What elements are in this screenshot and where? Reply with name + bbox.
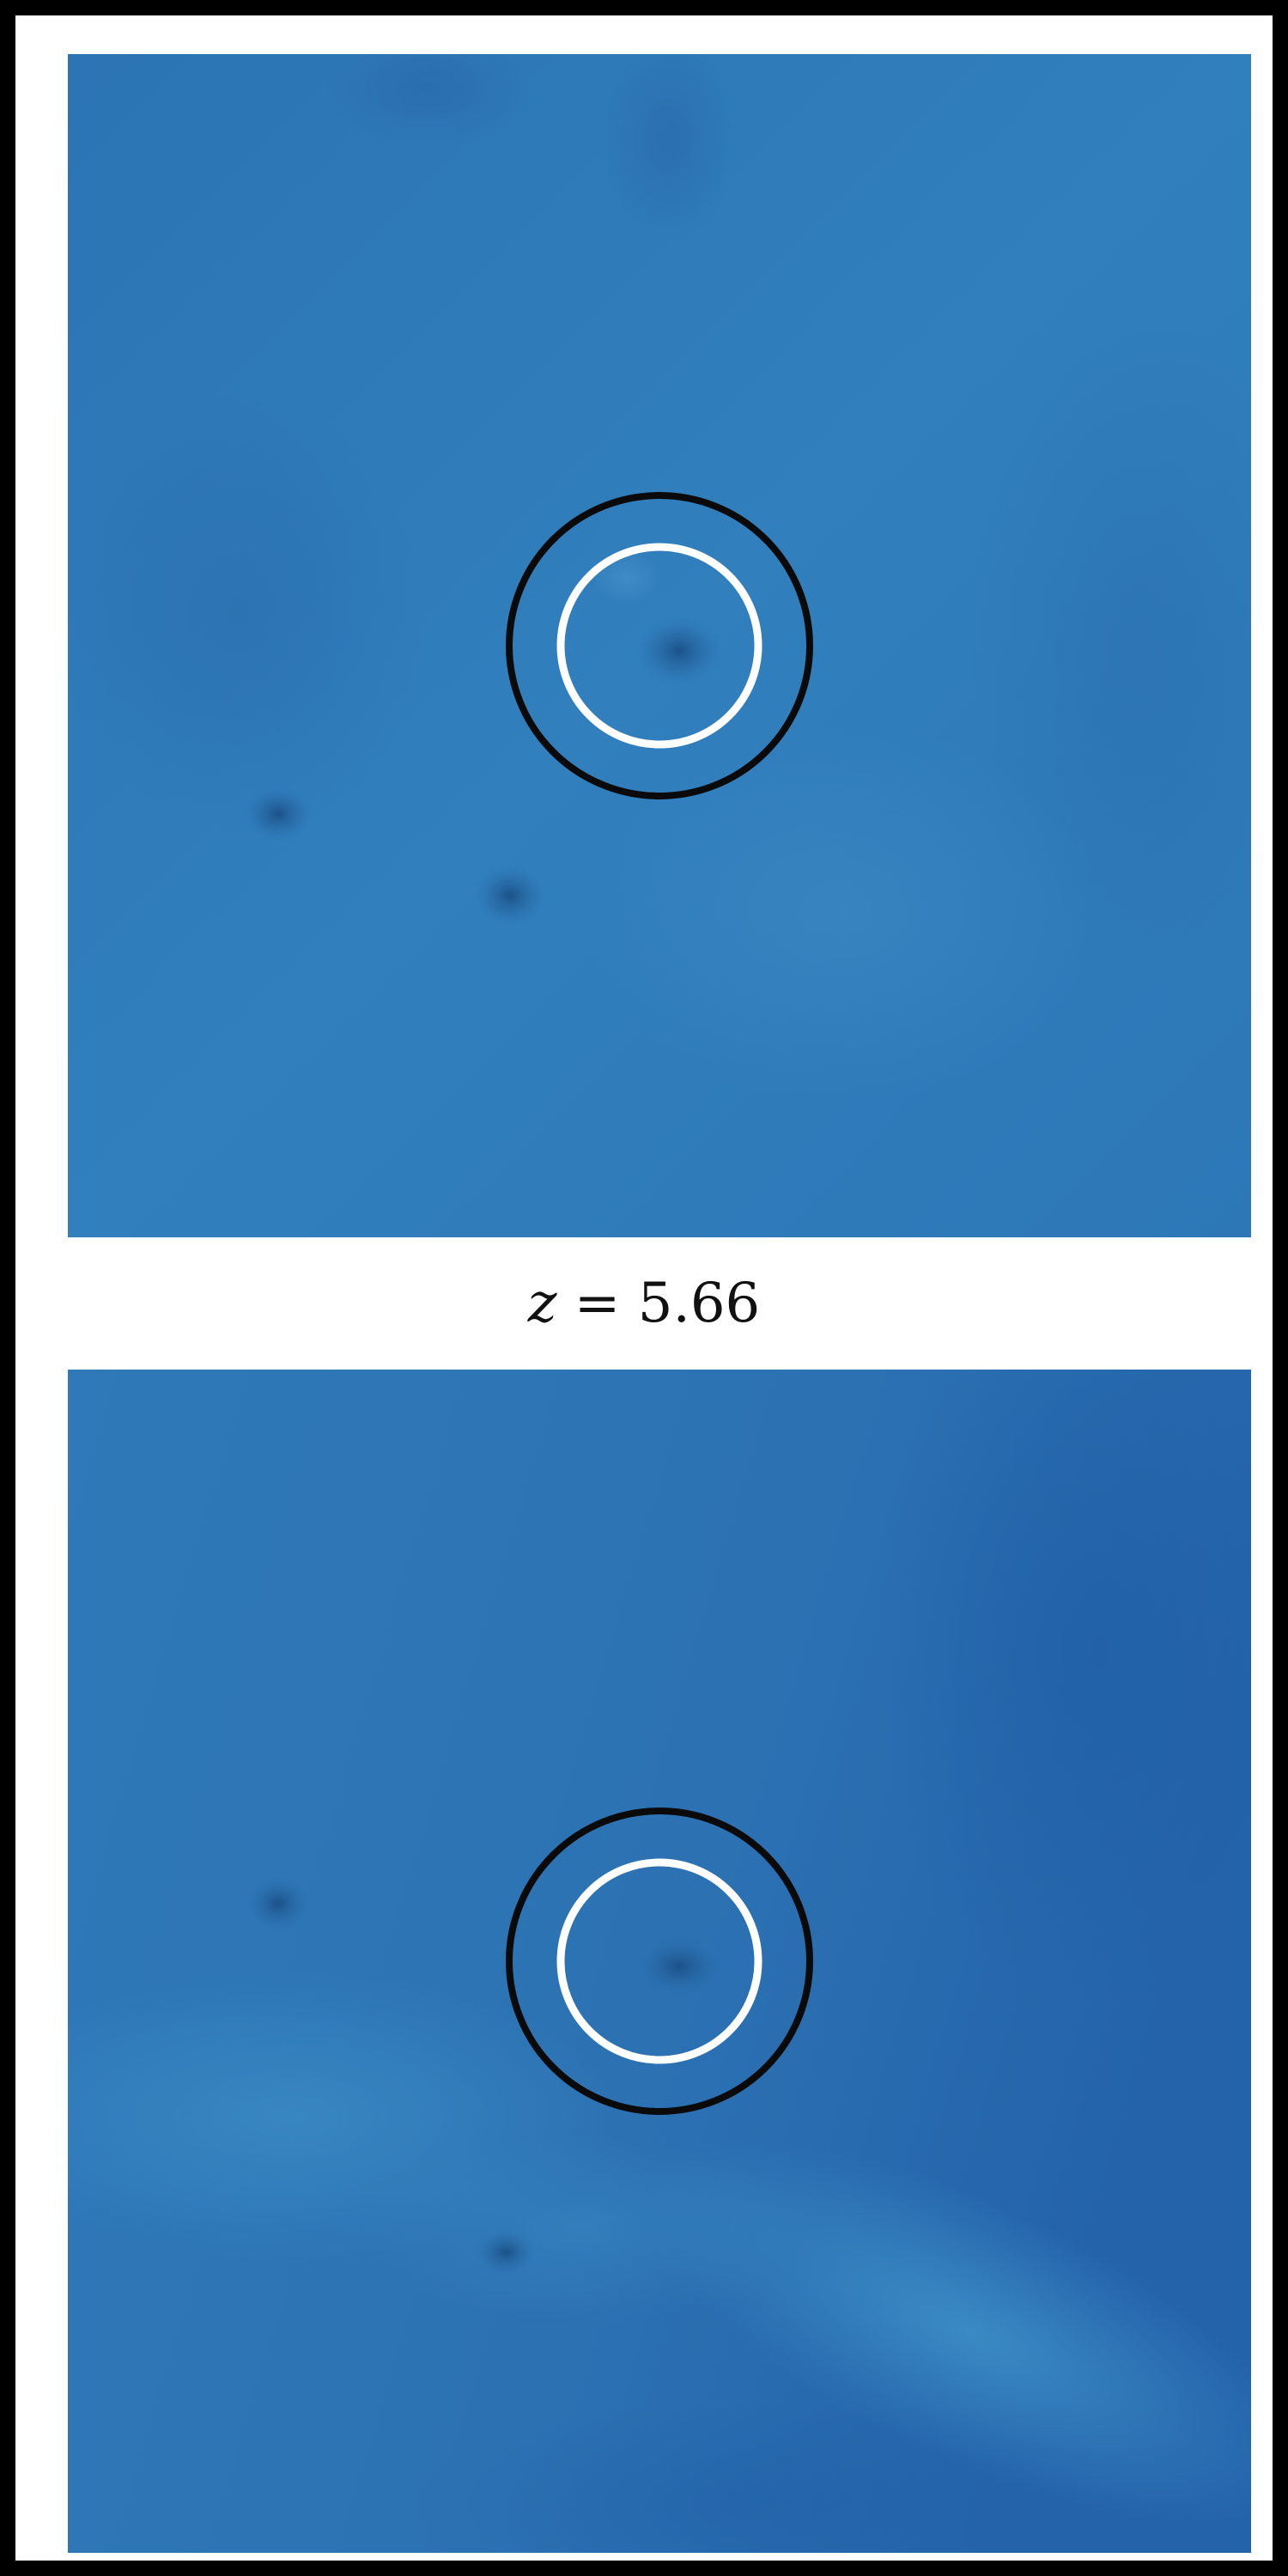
- source-blob: [246, 1876, 311, 1931]
- upper-map-image: [68, 54, 1251, 1237]
- redshift-value: 5.66: [637, 1272, 761, 1335]
- redshift-label: [15, 1252, 1273, 1355]
- source-blob: [475, 2228, 537, 2276]
- figure-frame: [15, 15, 1273, 2561]
- lower-map-image: [68, 1370, 1251, 2553]
- redshift-equals: =: [556, 1272, 638, 1335]
- upper-map-panel: [68, 54, 1251, 1237]
- lower-map-panel: [68, 1370, 1251, 2553]
- source-blob: [474, 865, 546, 927]
- central-source-blob: [636, 617, 722, 685]
- redshift-variable: z: [527, 1272, 557, 1335]
- central-source-blob: [635, 1935, 724, 1997]
- source-blob: [244, 787, 313, 841]
